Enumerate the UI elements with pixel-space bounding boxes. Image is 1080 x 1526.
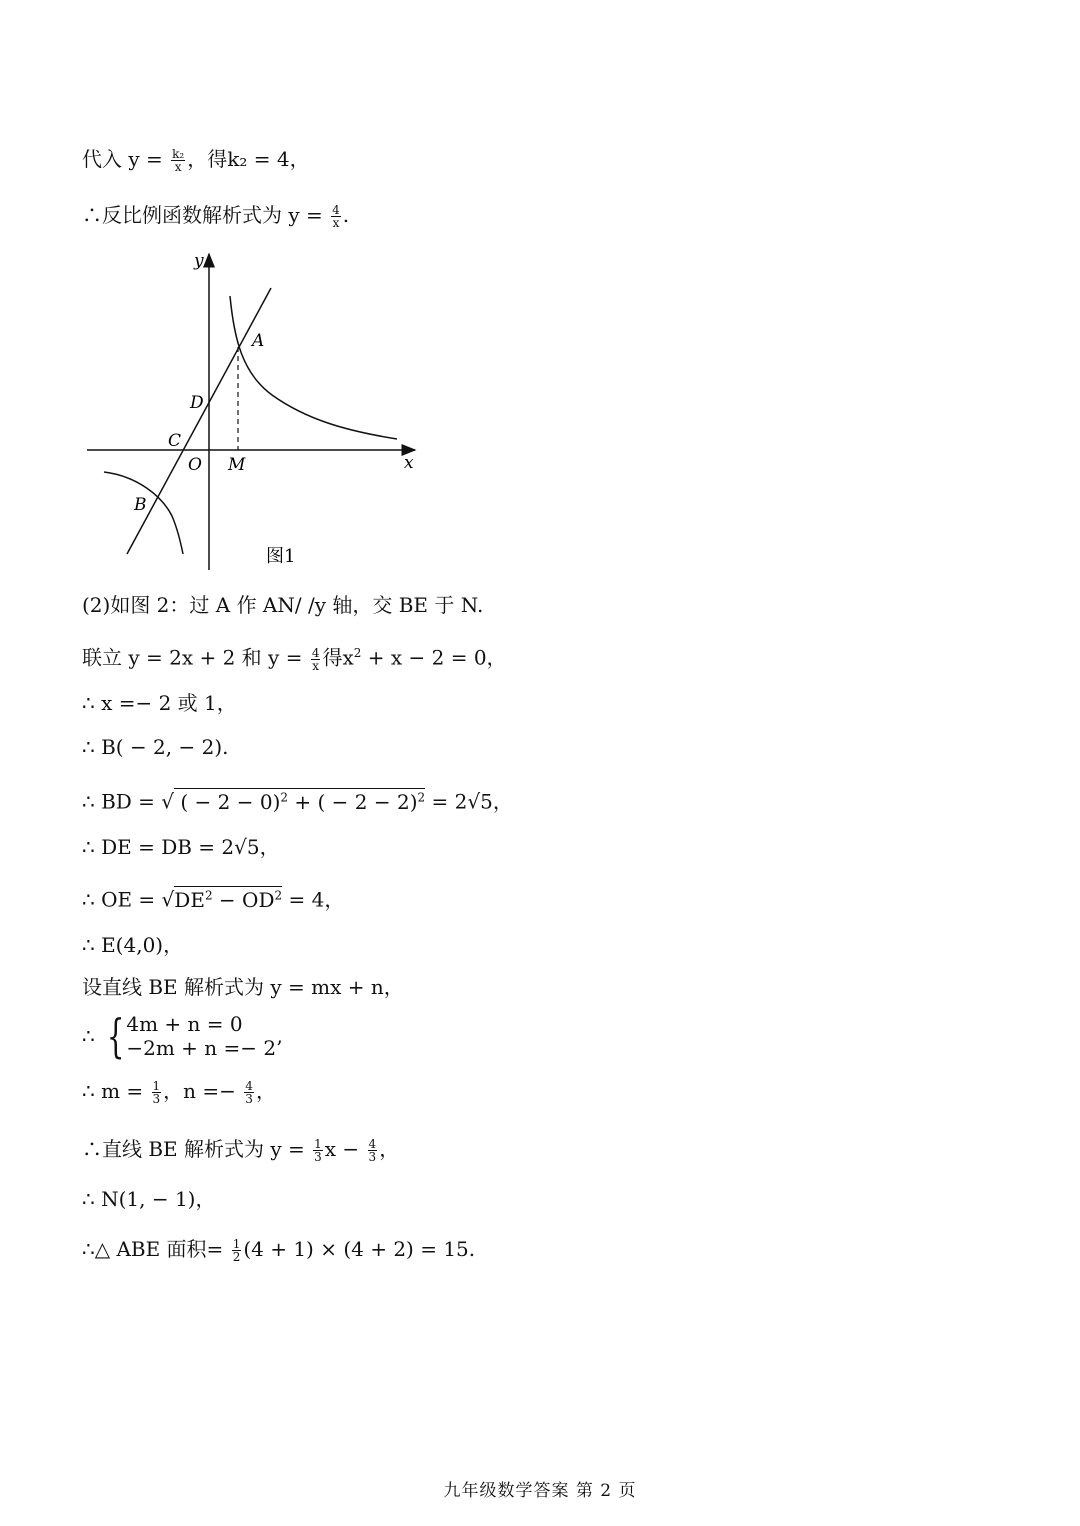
page-footer: 九年级数学答案 第 2 页 (443, 1481, 637, 1501)
figure-caption: 图1 (266, 546, 296, 567)
figure-1-diagram (82, 248, 427, 578)
text-line-12-equation-system: ∴ { 4m + n = 0 −2m + n =− 2’ (82, 1009, 283, 1063)
line1-pre: 代入 y = (82, 147, 170, 171)
text-line-5: ∴ x =− 2 或 1， (82, 691, 237, 715)
line1-post: ，得k₂ = 4， (187, 147, 310, 171)
fraction-1-over-3: $\frac{1}{3}$ (314, 1137, 322, 1164)
left-brace: { (106, 1009, 125, 1063)
text-line-14: ∴直线 BE 解析式为 y = $\frac{1}{3}$ x − $\frac{4}{3}$ ， (82, 1137, 400, 1164)
fraction-1-over-3: $\frac{1}{3}$ (152, 1079, 161, 1106)
text-line-9: ∴ OE = $√DE^2 - OD^2 = 4$， (82, 887, 345, 912)
text-line-16: ∴△ ABE 面积= $\frac{1}{2}$ (4 + 1) × (4 + 2) = 15. (82, 1237, 476, 1264)
fraction-4-over-x: $\frac{4}{x}$ (332, 203, 340, 230)
text-line-10: ∴ E(4,0)， (82, 933, 184, 957)
line2-pre: ∴反比例函数解析式为 y = (82, 203, 330, 227)
text-line-7: ∴ BD = √ ( − 2 − 0)$^2$ + ( − 2 − 2)$^2$ = 2√5， (82, 789, 513, 814)
text-line-2 (82, 202, 349, 229)
point-d-label: D (190, 393, 204, 413)
fraction-4-over-x: $\frac{4}{x}$ (311, 645, 320, 673)
point-a-label: A (252, 331, 265, 351)
fraction-1-over-2: $\frac{1}{2}$ (232, 1237, 241, 1264)
square-root-expression: ( − 2 − 0)$^2$ + ( − 2 − 2)$^2$ (174, 789, 426, 814)
fraction-k2-over-x: $\frac{\text{k₂}}{x}$ (172, 147, 185, 174)
line2-post: . (342, 203, 350, 227)
point-m-label: M (228, 455, 246, 475)
point-o-label: O (188, 455, 202, 475)
text-line-15: ∴ N(1, − 1)， (82, 1187, 216, 1211)
text-line-6: ∴ B( − 2, − 2). (82, 735, 229, 759)
text-line-13: ∴ m = $\frac{1}{3}$ ，n =− $\frac{4}{3}$ ， (82, 1079, 276, 1106)
text-line-4: 联立 y = 2x + 2 和 y = $\frac{4}{x}$ 得$x^2 + x - 2 = 0$， (82, 645, 507, 673)
text-line-1 (82, 146, 310, 173)
equation-rows: 4m + n = 0 −2m + n =− 2’ (126, 1012, 283, 1060)
point-b-label: B (134, 495, 147, 515)
point-c-label: C (168, 431, 182, 451)
text-line-11: 设直线 BE 解析式为 y = mx + n， (82, 975, 404, 999)
text-line-3: (2)如图 2：过 A 作 AN/ /y 轴，交 BE 于 N. (82, 593, 484, 617)
square-root-expression: $DE^2 - OD^2$ (174, 887, 283, 912)
x-axis-label: x (404, 453, 414, 473)
linear-function-line (127, 288, 271, 554)
y-axis-label: y (194, 251, 204, 271)
text-line-8: ∴ DE = DB = 2√5， (82, 835, 280, 859)
fraction-4-over-3: $\frac{4}{3}$ (368, 1137, 377, 1164)
fraction-4-over-3: $\frac{4}{3}$ (245, 1079, 253, 1106)
